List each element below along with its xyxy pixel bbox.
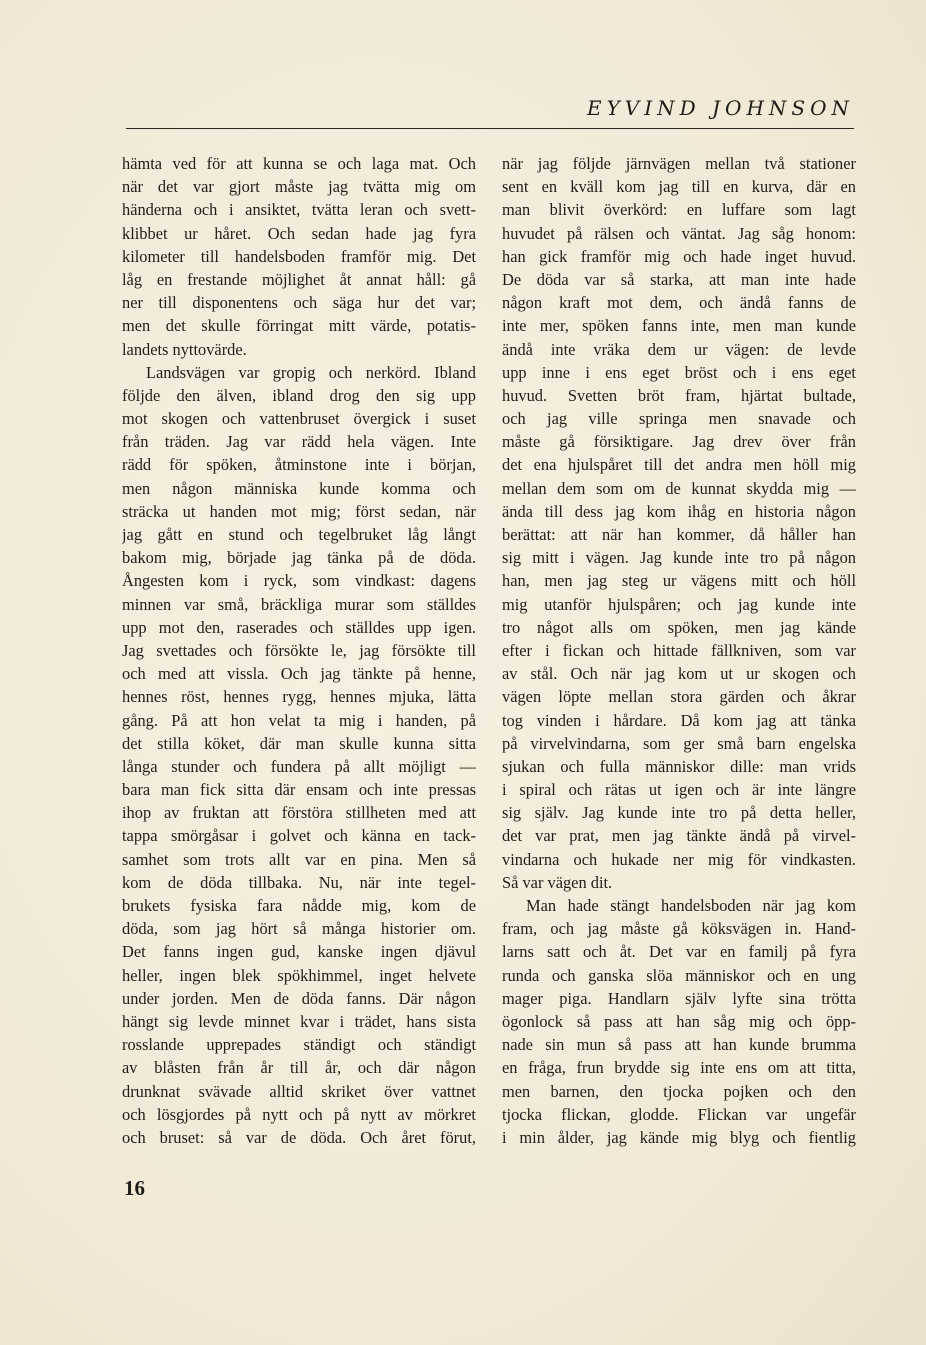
text-line: Jag svettades och försökte le, jag försökte till xyxy=(122,640,476,660)
text-line: kom de döda tillbaka. Nu, när inte tegel- xyxy=(122,872,476,892)
text-line: berättat: att när han kommer, då håller han xyxy=(502,525,856,544)
text-line: mager piga. Handlarn själv lyfte sina trötta xyxy=(502,988,856,1008)
text-line: och bruset: så var de döda. Och året förut, xyxy=(122,1127,476,1147)
text-line: fram, och jag måste gå köksvägen in. Hand- xyxy=(502,919,856,939)
text-line: någon kraft mot dem, och ändå fanns de xyxy=(502,293,856,313)
text-line: låg en frestande möjlighet åt annat håll: gå xyxy=(122,269,476,289)
text-line: av blåsten från år till år, och där någon xyxy=(122,1058,476,1078)
text-line: gång. På att hon velat ta mig i handen, på xyxy=(122,710,476,730)
text-line: huvudet på rälsen och väntat. Jag såg honom: xyxy=(502,223,856,243)
text-line: runda och ganska slöa människor och en ung xyxy=(502,965,856,985)
text-line: nade sin mun så pass att han kunde brumma xyxy=(502,1035,856,1055)
text-line: mig utanför hjulspåren; och jag kunde inte xyxy=(502,594,856,614)
text-line: måste gå försiktigare. Jag drev över från xyxy=(502,432,856,452)
text-column-right xyxy=(502,152,856,1149)
text-line: tjocka flickan, glodde. Flickan var ungefär xyxy=(502,1104,856,1124)
page-number: 16 xyxy=(124,1176,145,1200)
text-line: sträcka ut handen mot mig; först sedan, när xyxy=(122,501,476,521)
text-line: och jag ville springa men snavade och xyxy=(502,409,856,429)
text-line: tro något alls om spöken, men jag kände xyxy=(502,617,856,637)
text-column-left xyxy=(122,152,476,1149)
running-header: EYVIND JOHNSON xyxy=(587,96,854,120)
text-line: ihop av fruktan att förstöra stillheten med att xyxy=(122,803,476,823)
text-line: han, men jag steg ur vägens mitt och höll xyxy=(502,571,856,591)
text-line: men barnen, den tjocka pojken och den xyxy=(502,1081,856,1101)
text-line: av stål. Och när jag kom ut ur skogen och xyxy=(502,664,856,684)
text-line: huvud. Svetten bröt fram, hjärtat bultade, xyxy=(502,385,856,405)
text-line: följde den älven, ibland drog den sig upp xyxy=(122,385,476,405)
text-line: bara man fick sitta där ensam och inte pressas xyxy=(122,780,476,800)
header-rule xyxy=(126,128,854,129)
text-line: han gick framför mig och hade inget huvud. xyxy=(502,246,856,266)
text-line: hennes röst, hennes rygg, hennes mjuka, lätta xyxy=(122,687,476,707)
text-line: sent en kväll kom jag till en kurva, där en xyxy=(502,177,856,197)
text-line: det var prat, men jag tänkte ändå på virvel- xyxy=(502,826,856,846)
text-line: vägen löpte mellan stora gärden och åkrar xyxy=(502,687,856,707)
text-line: ner till disponentens och säga hur det var; xyxy=(122,293,476,313)
text-line: mellan dem som om de kunnat skydda mig — xyxy=(502,478,856,498)
text-line: larns satt och åt. Det var en familj på fyra xyxy=(502,942,856,962)
text-line: hämta ved för att kunna se och laga mat. Och xyxy=(122,154,476,173)
text-line: men det skulle förringat mitt värde, potatis- xyxy=(122,316,476,336)
text-line: Man hade stängt handelsboden när jag kom xyxy=(526,896,856,915)
text-line: Landsvägen var gropig och nerkörd. Ibland xyxy=(146,362,476,382)
text-line: Det fanns ingen gud, kanske ingen djävul xyxy=(122,942,476,962)
text-line: heller, ingen blek spökhimmel, inget helvete xyxy=(122,965,476,985)
text-line: i min ålder, jag kände mig blyg och fientlig xyxy=(502,1127,856,1147)
text-line: klibbet ur håret. Och sedan hade jag fyra xyxy=(122,223,476,243)
text-line: ändå inte vräka dem ur vägen: de levde xyxy=(502,339,856,359)
text-line: upp inne i ens eget bröst och i ens eget xyxy=(502,362,856,382)
text-line: i spiral och rätas ut igen och är inte längre xyxy=(502,780,856,800)
text-line: och med att vissla. Och jag tänkte på henne, xyxy=(122,664,476,684)
text-line: händerna och i ansiktet, tvätta leran och svett- xyxy=(122,200,476,220)
text-line: vindarna och hukade ner mig för vindkasten. xyxy=(502,849,856,869)
text-line: samhet som trots allt var en pina. Men så xyxy=(122,849,476,869)
text-line: sig mitt i vägen. Jag kunde inte tro på någon xyxy=(502,548,856,568)
text-line: Ångesten kom i ryck, som vindkast: dagens xyxy=(122,571,476,591)
text-line: hängt sig levde minnet kvar i trädet, hans sista xyxy=(122,1011,476,1031)
text-line: drunknat svävade alltid skriket över vattnet xyxy=(122,1081,476,1101)
text-line: det ena hjulspåret till det andra men höll mig xyxy=(502,455,856,475)
text-line: ända till dess jag kom ihåg en historia någon xyxy=(502,501,856,521)
text-line: De döda var så starka, att man inte hade xyxy=(502,269,856,289)
text-line: mot skogen och vattenbruset övergick i suset xyxy=(122,409,476,429)
text-line: landets nyttovärde. xyxy=(122,339,247,359)
text-line: långa stunder och fundera på allt möjligt — xyxy=(122,756,476,776)
text-line: på virvelvindarna, som ger små barn engelska xyxy=(502,733,856,753)
text-line: döda, som jag hört så många historier om. xyxy=(122,919,476,939)
text-line: under jorden. Men de döda fanns. Där någon xyxy=(122,988,476,1008)
text-line: sig själv. Jag kunde inte tro på detta heller, xyxy=(502,803,856,823)
text-line: en fråga, frun brydde sig inte ens om att titta, xyxy=(502,1058,856,1078)
text-line: upp mot den, raserades och ställdes upp igen. xyxy=(122,617,476,637)
text-line: brukets fysiska fara nådde mig, kom de xyxy=(122,896,476,915)
text-line: och lösgjordes på nytt och på nytt av mörkret xyxy=(122,1104,476,1124)
text-line: Så var vägen dit. xyxy=(502,872,613,892)
text-line: när det var gjort måste jag tvätta mig om xyxy=(122,177,476,197)
text-line: minnen var små, bräckliga murar som ställdes xyxy=(122,594,476,614)
text-line: man blivit överkörd: en luffare som lagt xyxy=(502,200,856,220)
text-line: bakom mig, började jag tänka på de döda. xyxy=(122,548,476,568)
text-line: från träden. Jag var rädd hela vägen. Inte xyxy=(122,432,476,452)
text-line: jag gått en stund och tegelbruket låg långt xyxy=(122,525,476,544)
text-line: inte mer, spöken fanns inte, men man kunde xyxy=(502,316,856,336)
text-line: kilometer till handelsboden framför mig. Det xyxy=(122,246,476,266)
text-line: rosslande upprepades ständigt och ständigt xyxy=(122,1035,476,1055)
text-line: ögonlock så pass att han såg mig och öpp- xyxy=(502,1011,856,1031)
text-line: tappa smörgåsar i golvet och känna en tack- xyxy=(122,826,476,846)
text-line: men någon människa kunde komma och xyxy=(122,478,476,498)
text-line: sjukan och fulla människor dille: man vrids xyxy=(502,756,856,776)
text-line: när jag följde järnvägen mellan två stationer xyxy=(502,154,856,173)
text-line: rädd för spöken, åtminstone inte i början, xyxy=(122,455,476,475)
text-line: det stilla köket, där man skulle kunna sitta xyxy=(122,733,476,753)
text-line: efter i fickan och hittade fällkniven, som var xyxy=(502,640,856,660)
text-line: tog vinden i hårdare. Då kom jag att tänka xyxy=(502,710,856,730)
